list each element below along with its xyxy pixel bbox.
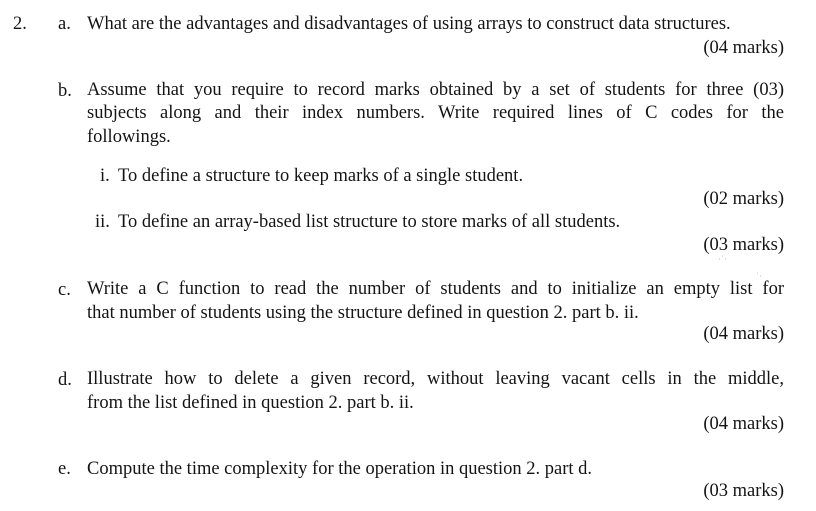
scan-artifact: ·˙· <box>718 254 727 264</box>
part-c-line-2: that number of students using the structure defined in question 2. part b. ii. <box>87 303 639 323</box>
part-d-marks: (04 marks) <box>703 414 784 434</box>
part-b-ii-label: ii. <box>95 212 110 232</box>
part-c-label: c. <box>58 280 71 300</box>
part-e-text: Compute the time complexity for the operation in question 2. part d. <box>87 459 593 479</box>
part-c-marks: (04 marks) <box>703 324 784 344</box>
part-b-i-marks: (02 marks) <box>703 189 784 209</box>
question-number: 2. <box>13 14 27 34</box>
part-a-label: a. <box>58 14 71 34</box>
part-e-marks: (03 marks) <box>703 481 784 501</box>
part-b-ii-text: To define an array-based list structure to store marks of all students. <box>118 212 621 232</box>
part-e-label: e. <box>58 459 71 479</box>
part-d-label: d. <box>58 370 72 390</box>
part-b-label: b. <box>58 81 72 101</box>
part-a-text: What are the advantages and disadvantages of using arrays to construct data structures. <box>87 14 731 34</box>
part-c-line-1: Write a C function to read the number of students and to initialize an empty list for <box>87 279 784 299</box>
part-a-marks: (04 marks) <box>703 38 784 58</box>
part-d-line-1: Illustrate how to delete a given record, without leaving vacant cells in the middle, <box>87 369 784 389</box>
part-b-line-2: subjects along and their index numbers. Write required lines of C codes for the <box>87 103 784 123</box>
part-b-i-text: To define a structure to keep marks of a single student. <box>118 166 524 186</box>
part-d-line-2: from the list defined in question 2. part b. ii. <box>87 393 414 413</box>
part-b-line-3: followings. <box>87 127 171 147</box>
part-b-i-label: i. <box>100 166 110 186</box>
scan-artifact: ˙· <box>756 271 762 281</box>
part-b-ii-marks: (03 marks) <box>703 235 784 255</box>
part-b-line-1: Assume that you require to record marks obtained by a set of students for three (03) <box>87 80 784 100</box>
